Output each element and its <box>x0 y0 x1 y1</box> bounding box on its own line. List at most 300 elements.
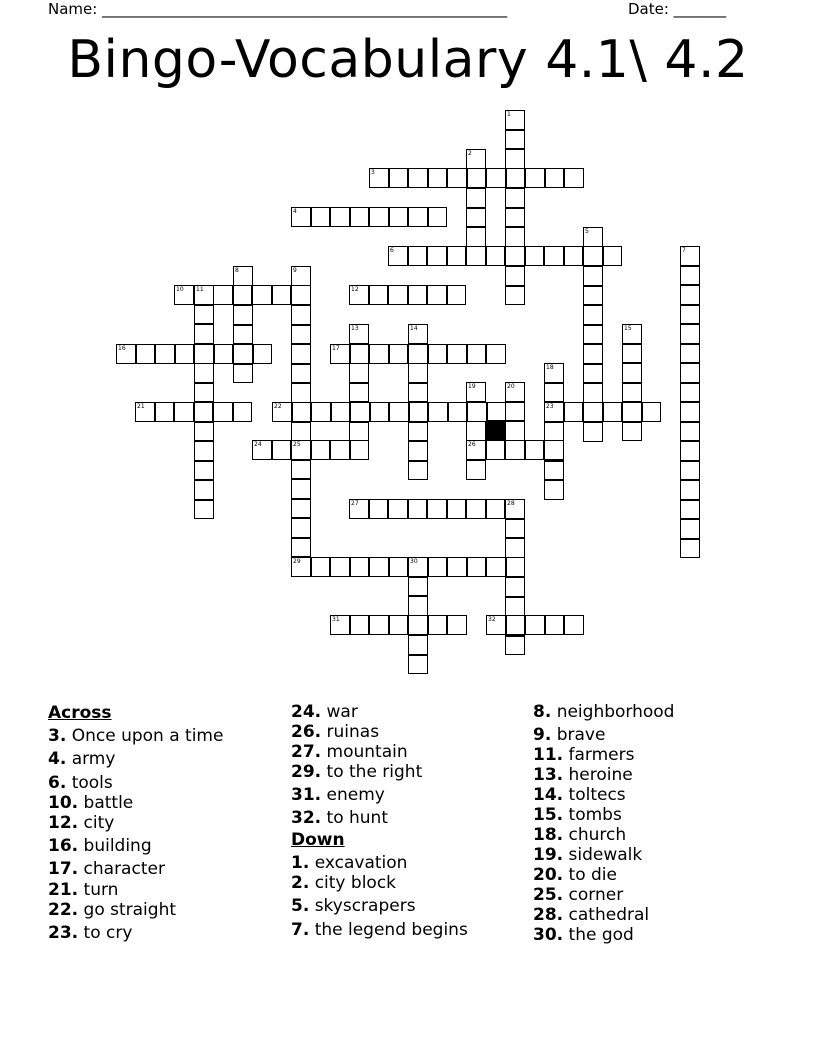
grid-cell[interactable] <box>466 382 486 402</box>
clue-num: 13. <box>533 765 564 785</box>
grid-cell[interactable] <box>349 324 369 344</box>
grid-cell[interactable] <box>214 344 234 364</box>
grid-cell[interactable] <box>213 402 233 422</box>
grid-cell[interactable] <box>233 364 253 384</box>
grid-cell[interactable] <box>680 305 700 325</box>
clue-text: farmers <box>563 745 635 765</box>
grid-cell[interactable] <box>603 402 623 422</box>
grid-cell[interactable] <box>466 421 486 441</box>
grid-cell[interactable] <box>272 285 292 305</box>
grid-cell[interactable] <box>349 363 369 383</box>
grid-cell[interactable] <box>505 499 525 519</box>
grid-cell[interactable] <box>583 305 603 325</box>
grid-cell[interactable] <box>408 557 428 577</box>
grid-cell[interactable] <box>505 538 525 558</box>
grid-cell[interactable] <box>505 382 525 402</box>
grid-cell[interactable] <box>175 344 195 364</box>
grid-cell[interactable] <box>388 246 408 266</box>
grid-cell[interactable] <box>544 402 564 422</box>
grid-cell[interactable] <box>680 324 700 344</box>
grid-cell[interactable] <box>427 499 447 519</box>
grid-cell[interactable] <box>194 480 214 500</box>
grid-cell[interactable] <box>389 344 409 364</box>
clue-text: Once upon a time <box>66 726 224 746</box>
grid-cell[interactable] <box>583 246 603 266</box>
grid-cell[interactable] <box>466 149 486 169</box>
grid-cell[interactable] <box>252 440 272 460</box>
clue-num: 4. <box>48 749 67 769</box>
grid-cell[interactable] <box>564 615 584 635</box>
grid-cell[interactable] <box>291 440 311 460</box>
across-clue <box>291 762 422 782</box>
grid-cell[interactable] <box>583 422 603 442</box>
grid-cell[interactable] <box>174 285 194 305</box>
grid-cell[interactable] <box>233 305 253 325</box>
across-clue <box>48 726 223 746</box>
grid-cell[interactable] <box>544 461 564 481</box>
grid-cell[interactable] <box>486 615 506 635</box>
across-clue <box>48 880 118 900</box>
grid-cell[interactable] <box>544 480 564 500</box>
grid-cell[interactable] <box>680 422 700 442</box>
grid-cell[interactable] <box>155 344 175 364</box>
grid-cell[interactable] <box>466 227 486 247</box>
grid-cell[interactable] <box>505 149 525 169</box>
grid-cell[interactable] <box>467 344 487 364</box>
grid-cell[interactable] <box>447 344 467 364</box>
clue-number: 12 <box>351 286 359 293</box>
grid-cell[interactable] <box>194 383 214 403</box>
grid-cell[interactable] <box>505 246 525 266</box>
grid-cell[interactable] <box>292 402 312 422</box>
grid-cell[interactable] <box>448 402 468 422</box>
grid-cell[interactable] <box>428 615 448 635</box>
grid-cell[interactable] <box>467 557 487 577</box>
grid-cell[interactable] <box>194 344 214 364</box>
grid-cell[interactable] <box>506 615 526 635</box>
grid-cell[interactable] <box>408 499 428 519</box>
grid-cell[interactable] <box>680 500 700 520</box>
grid-cell[interactable] <box>291 266 311 286</box>
grid-cell[interactable] <box>350 207 370 227</box>
grid-cell[interactable] <box>409 402 429 422</box>
grid-cell[interactable] <box>291 422 311 442</box>
grid-cell[interactable] <box>174 402 194 422</box>
grid-cell[interactable] <box>330 615 350 635</box>
grid-cell[interactable] <box>428 168 448 188</box>
grid-cell[interactable] <box>369 344 389 364</box>
grid-cell[interactable] <box>349 499 369 519</box>
grid-cell[interactable] <box>544 422 564 442</box>
grid-cell[interactable] <box>388 499 408 519</box>
clue-text: toltecs <box>563 785 626 805</box>
across-clue <box>48 749 115 769</box>
grid-cell[interactable] <box>233 402 253 422</box>
grid-cell[interactable] <box>544 363 564 383</box>
grid-cell[interactable] <box>408 596 428 616</box>
clue-number: 13 <box>351 325 359 332</box>
clue-text: brave <box>551 725 606 745</box>
grid-cell[interactable] <box>135 402 155 422</box>
grid-cell[interactable] <box>194 305 214 325</box>
clue-number: 14 <box>410 325 418 332</box>
clue-num: 32. <box>291 808 322 828</box>
grid-cell[interactable] <box>252 285 272 305</box>
across-clue <box>291 722 379 742</box>
grid-cell[interactable] <box>466 440 486 460</box>
clue-number: 28 <box>507 500 515 507</box>
grid-cell[interactable] <box>447 168 467 188</box>
down-clue <box>533 885 623 905</box>
grid-cell[interactable] <box>233 344 253 364</box>
grid-cell[interactable] <box>486 246 506 266</box>
clue-text: heroine <box>563 765 633 785</box>
grid-cell[interactable] <box>680 383 700 403</box>
grid-cell[interactable] <box>350 402 370 422</box>
grid-cell[interactable] <box>194 461 214 481</box>
clue-number: 5 <box>585 228 589 235</box>
grid-cell[interactable] <box>291 499 311 519</box>
clue-num: 9. <box>533 725 552 745</box>
grid-cell[interactable] <box>466 208 486 228</box>
down-clue <box>533 725 605 745</box>
grid-cell[interactable] <box>311 440 331 460</box>
grid-cell[interactable] <box>369 557 389 577</box>
clue-text: excavation <box>309 853 408 873</box>
down-clue <box>533 865 617 885</box>
clue-num: 16. <box>48 836 79 856</box>
across-clue <box>48 773 113 793</box>
grid-cell[interactable] <box>389 168 409 188</box>
grid-cell[interactable] <box>408 344 428 364</box>
grid-cell[interactable] <box>291 383 311 403</box>
grid-cell[interactable] <box>505 188 525 208</box>
clue-text: battle <box>78 793 134 813</box>
across-clue <box>291 808 388 828</box>
clue-number: 26 <box>468 441 476 448</box>
grid-cell[interactable] <box>544 246 564 266</box>
grid-cell[interactable] <box>408 207 428 227</box>
grid-cell[interactable] <box>680 402 700 422</box>
clue-num: 1. <box>291 853 310 873</box>
grid-cell[interactable] <box>622 363 642 383</box>
clue-num: 30. <box>533 925 564 945</box>
grid-cell[interactable] <box>680 539 700 559</box>
grid-cell[interactable] <box>311 207 331 227</box>
grid-cell[interactable] <box>369 168 389 188</box>
clue-number: 3 <box>371 169 375 176</box>
grid-cell[interactable] <box>194 422 214 442</box>
grid-cell[interactable] <box>466 188 486 208</box>
grid-cell[interactable] <box>291 557 311 577</box>
grid-cell[interactable] <box>408 383 428 403</box>
grid-cell[interactable] <box>408 577 428 597</box>
grid-cell[interactable] <box>349 285 369 305</box>
clue-text: neighborhood <box>551 702 675 722</box>
clue-number: 6 <box>390 247 394 254</box>
grid-cell[interactable] <box>291 364 311 384</box>
grid-cell[interactable] <box>680 266 700 286</box>
grid-cell[interactable] <box>447 499 467 519</box>
clue-num: 8. <box>533 702 552 722</box>
grid-cell[interactable] <box>194 285 214 305</box>
clue-num: 21. <box>48 880 79 900</box>
grid-cell[interactable] <box>136 344 156 364</box>
clue-number: 19 <box>468 383 476 390</box>
grid-cell[interactable] <box>622 324 642 344</box>
grid-cell[interactable] <box>272 402 292 422</box>
grid-cell[interactable] <box>272 440 292 460</box>
grid-cell[interactable] <box>311 557 331 577</box>
name-field[interactable]: Name: ______________________________________________________ <box>48 0 508 18</box>
grid-cell[interactable] <box>564 168 584 188</box>
grid-cell[interactable] <box>408 441 428 461</box>
grid-cell[interactable] <box>583 227 603 247</box>
clue-number: 7 <box>682 247 686 254</box>
grid-cell[interactable] <box>467 402 487 422</box>
grid-cell[interactable] <box>408 422 428 442</box>
grid-cell[interactable] <box>486 499 506 519</box>
grid-cell[interactable] <box>350 615 370 635</box>
clue-text: ruinas <box>321 722 380 742</box>
grid-cell[interactable] <box>525 440 545 460</box>
grid-cell[interactable] <box>505 208 525 228</box>
down-clue <box>533 925 634 945</box>
grid-cell[interactable] <box>505 421 525 441</box>
grid-cell[interactable] <box>330 557 350 577</box>
grid-cell[interactable] <box>487 402 507 422</box>
grid-cell[interactable] <box>408 363 428 383</box>
grid-cell[interactable] <box>642 402 662 422</box>
grid-cell[interactable] <box>233 266 253 286</box>
down-clue <box>291 873 396 893</box>
clue-num: 25. <box>533 885 564 905</box>
grid-cell[interactable] <box>369 615 389 635</box>
across-clue <box>48 859 165 879</box>
clue-text: the legend begins <box>309 920 468 940</box>
down-clue <box>533 825 626 845</box>
grid-cell[interactable] <box>486 557 506 577</box>
grid-cell[interactable] <box>680 461 700 481</box>
grid-cell[interactable] <box>291 538 311 558</box>
clue-num: 26. <box>291 722 322 742</box>
clue-num: 11. <box>533 745 564 765</box>
clue-number: 23 <box>546 403 554 410</box>
grid-cell[interactable] <box>428 402 448 422</box>
grid-cell[interactable] <box>388 285 408 305</box>
down-clue <box>533 765 633 785</box>
clue-num: 27. <box>291 742 322 762</box>
grid-cell[interactable] <box>350 557 370 577</box>
grid-cell[interactable] <box>583 383 603 403</box>
grid-cell[interactable] <box>291 344 311 364</box>
grid-cell[interactable] <box>291 285 311 305</box>
grid-cell[interactable] <box>506 557 526 577</box>
grid-cell[interactable] <box>505 440 525 460</box>
clue-num: 6. <box>48 773 67 793</box>
grid-cell[interactable] <box>525 615 545 635</box>
grid-cell[interactable] <box>564 246 584 266</box>
grid-cell[interactable] <box>194 402 214 422</box>
grid-cell[interactable] <box>369 499 389 519</box>
grid-cell[interactable] <box>505 110 525 130</box>
clue-text: tombs <box>563 805 622 825</box>
grid-cell[interactable] <box>583 325 603 345</box>
grid-cell[interactable] <box>428 344 448 364</box>
grid-cell[interactable] <box>505 266 525 286</box>
clue-text: to die <box>563 865 617 885</box>
grid-cell[interactable] <box>622 422 642 442</box>
grid-cell[interactable] <box>408 168 428 188</box>
grid-cell[interactable] <box>583 344 603 364</box>
grid-cell[interactable] <box>544 383 564 403</box>
grid-cell[interactable] <box>525 168 545 188</box>
grid-cell[interactable] <box>505 636 525 656</box>
grid-cell[interactable] <box>505 402 525 422</box>
across-clue <box>291 742 408 762</box>
grid-cell[interactable] <box>622 402 642 422</box>
grid-cell[interactable] <box>291 460 311 480</box>
grid-cell[interactable] <box>603 246 623 266</box>
grid-cell[interactable] <box>564 402 584 422</box>
grid-cell[interactable] <box>349 422 369 442</box>
grid-cell[interactable] <box>291 518 311 538</box>
grid-cell[interactable] <box>408 285 428 305</box>
grid-cell[interactable] <box>505 577 525 597</box>
grid-cell[interactable] <box>680 519 700 539</box>
grid-cell[interactable] <box>408 324 428 344</box>
grid-cell[interactable] <box>622 344 642 364</box>
clue-number: 24 <box>254 441 262 448</box>
grid-cell[interactable] <box>311 402 331 422</box>
grid-cell[interactable] <box>389 615 409 635</box>
grid-cell[interactable] <box>350 440 370 460</box>
grid-cell[interactable] <box>155 402 175 422</box>
grid-cell[interactable] <box>389 207 409 227</box>
grid-cell[interactable] <box>194 441 214 461</box>
clue-num: 10. <box>48 793 79 813</box>
across-clue <box>48 836 152 856</box>
clue-text: to the right <box>321 762 423 782</box>
grid-cell[interactable] <box>486 440 506 460</box>
down-heading: Down <box>291 830 345 850</box>
clue-text: corner <box>563 885 624 905</box>
grid-cell[interactable] <box>408 246 428 266</box>
grid-cell[interactable] <box>427 285 447 305</box>
grid-cell[interactable] <box>680 441 700 461</box>
clue-num: 5. <box>291 896 310 916</box>
grid-cell[interactable] <box>349 383 369 403</box>
grid-cell[interactable] <box>680 344 700 364</box>
grid-cell[interactable] <box>389 402 409 422</box>
grid-cell[interactable] <box>427 246 447 266</box>
grid-cell[interactable] <box>447 615 467 635</box>
grid-cell[interactable] <box>389 557 409 577</box>
grid-cell[interactable] <box>680 285 700 305</box>
grid-cell[interactable] <box>680 246 700 266</box>
grid-cell[interactable] <box>408 461 428 481</box>
grid-cell[interactable] <box>291 305 311 325</box>
grid-cell[interactable] <box>680 363 700 383</box>
grid-cell[interactable] <box>194 324 214 344</box>
grid-cell[interactable] <box>505 130 525 150</box>
clue-num: 29. <box>291 762 322 782</box>
grid-cell[interactable] <box>428 557 448 577</box>
grid-cell[interactable] <box>194 363 214 383</box>
grid-cell[interactable] <box>466 246 486 266</box>
grid-cell[interactable] <box>486 168 506 188</box>
grid-cell[interactable] <box>466 460 486 480</box>
grid-cell[interactable] <box>428 207 448 227</box>
grid-cell[interactable] <box>291 479 311 499</box>
grid-cell[interactable] <box>583 402 603 422</box>
grid-cell[interactable] <box>506 168 526 188</box>
grid-cell[interactable] <box>330 440 350 460</box>
clue-num: 12. <box>48 813 79 833</box>
grid-cell[interactable] <box>370 402 390 422</box>
grid-cell[interactable] <box>466 499 486 519</box>
grid-cell[interactable] <box>505 286 525 306</box>
black-cell <box>486 420 506 440</box>
grid-cell[interactable] <box>194 500 214 520</box>
grid-cell[interactable] <box>369 285 389 305</box>
clue-text: character <box>78 859 165 879</box>
grid-cell[interactable] <box>505 597 525 617</box>
grid-cell[interactable] <box>622 383 642 403</box>
grid-cell[interactable] <box>291 207 311 227</box>
grid-cell[interactable] <box>330 207 350 227</box>
grid-cell[interactable] <box>505 227 525 247</box>
grid-cell[interactable] <box>408 655 428 675</box>
clue-number: 32 <box>488 616 496 623</box>
grid-cell[interactable] <box>408 635 428 655</box>
grid-cell[interactable] <box>525 246 545 266</box>
grid-cell[interactable] <box>447 246 467 266</box>
grid-cell[interactable] <box>583 364 603 384</box>
clue-num: 23. <box>48 923 79 943</box>
grid-cell[interactable] <box>408 615 428 635</box>
grid-cell[interactable] <box>544 440 564 460</box>
grid-cell[interactable] <box>233 285 253 305</box>
grid-cell[interactable] <box>213 285 233 305</box>
grid-cell[interactable] <box>291 325 311 345</box>
grid-cell[interactable] <box>447 285 467 305</box>
grid-cell[interactable] <box>583 266 603 286</box>
grid-cell[interactable] <box>116 344 136 364</box>
clue-number: 29 <box>293 558 301 565</box>
grid-cell[interactable] <box>447 557 467 577</box>
grid-cell[interactable] <box>680 480 700 500</box>
clue-text: army <box>66 749 116 769</box>
grid-cell[interactable] <box>350 344 370 364</box>
grid-cell[interactable] <box>467 168 487 188</box>
clue-number: 27 <box>351 500 359 507</box>
grid-cell[interactable] <box>369 207 389 227</box>
grid-cell[interactable] <box>330 344 350 364</box>
clue-number: 4 <box>293 208 297 215</box>
grid-cell[interactable] <box>331 402 351 422</box>
clue-text: mountain <box>321 742 408 762</box>
grid-cell[interactable] <box>253 344 273 364</box>
grid-cell[interactable] <box>505 519 525 539</box>
grid-cell[interactable] <box>545 168 565 188</box>
grid-cell[interactable] <box>545 615 565 635</box>
grid-cell[interactable] <box>486 344 506 364</box>
grid-cell[interactable] <box>583 286 603 306</box>
clue-num: 3. <box>48 726 67 746</box>
grid-cell[interactable] <box>233 325 253 345</box>
date-field[interactable]: Date: _______ <box>628 0 727 18</box>
